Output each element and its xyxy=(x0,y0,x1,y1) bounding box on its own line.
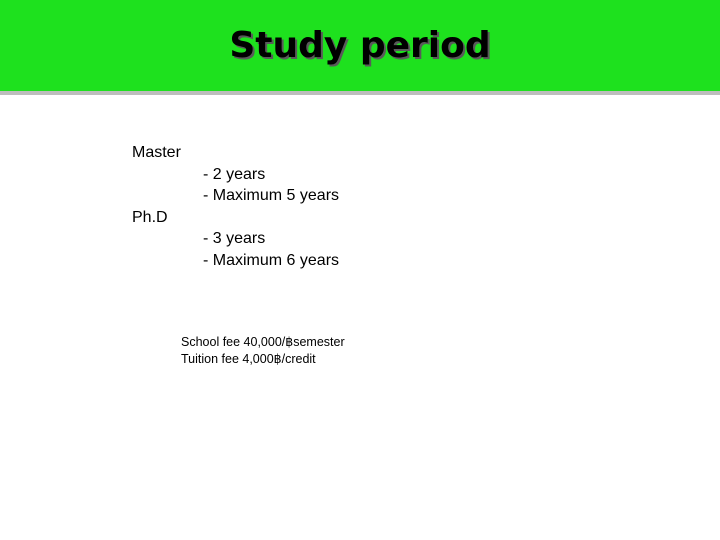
tuition-fee: Tuition fee 4,000฿/credit xyxy=(181,352,316,366)
school-fee: School fee 40,000/฿semester xyxy=(181,335,345,349)
program-name-phd: Ph.D xyxy=(132,208,168,226)
program-detail: - Maximum 5 years xyxy=(203,187,340,204)
programs-list xyxy=(132,142,339,271)
fees-list xyxy=(181,334,345,368)
program-detail: - 3 years xyxy=(203,230,266,247)
program-detail: - 2 years xyxy=(203,165,266,183)
slide-title: Study period xyxy=(229,25,491,66)
program-detail: - Maximum 6 years xyxy=(203,251,340,269)
title-bar xyxy=(0,0,720,91)
program-name-master: Master xyxy=(132,144,181,161)
